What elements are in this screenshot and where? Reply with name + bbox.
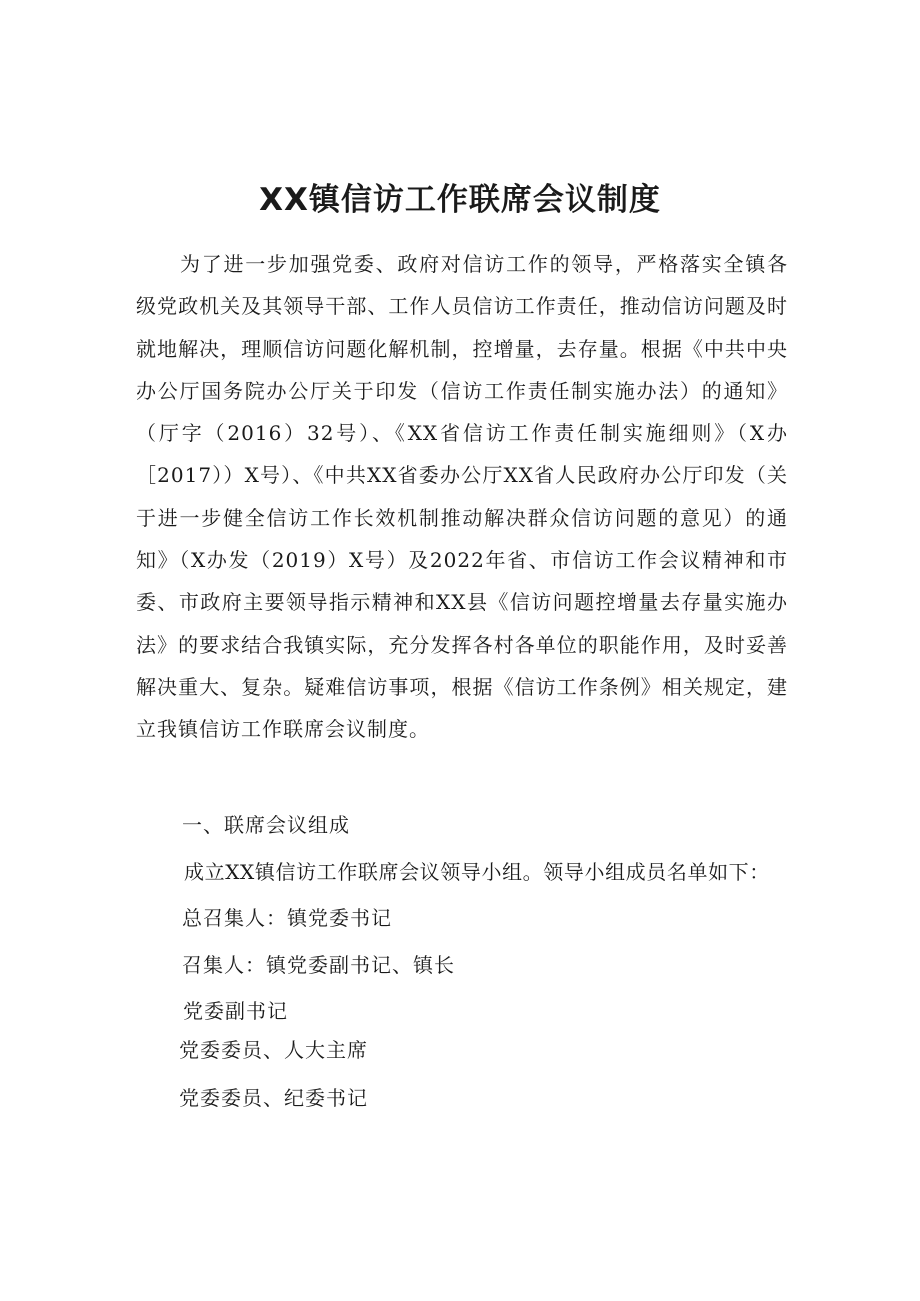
section-heading: 一、联席会议组成: [182, 813, 350, 837]
group-intro: 成立XX镇信访工作联席会议领导小组。领导小组成员名单如下：: [184, 860, 770, 884]
member-line: 党委委员、纪委书记: [179, 1086, 368, 1110]
intro-paragraph: 为了进一步加强党委、政府对信访工作的领导，严格落实全镇各级党政机关及其领导干部、工作人员信访工作责任，推动信访问题及时就地解决，理顺信访问题化解机制，控增量，去存量。根据《中共中央办公厅国务院办公厅关于印发（信访工作责任制实施办法）的通知》（厅字（2016）32号）、《XX省信访工作责任制实施细则》（X办［2017））X号）、《中共XX省委办公厅XX省人民政府办公厅印发（关于进一步健全信访工作长效机制推动解决群众信访问题的意见）的通知》（X办发（2019）X号）及2022年省、市信访工作会议精神和市委、市政府主要领导指示精神和XX县《信访问题控增量去存量实施办法》的要求结合我镇实际，充分发挥各村各单位的职能作用，及时妥善解决重大、复杂。疑难信访事项，根据《信访工作条例》相关规定，建立我镇信访工作联席会议制度。: [136, 252, 788, 742]
document-title: XX镇信访工作联席会议制度: [259, 182, 661, 218]
member-line: 党委副书记: [183, 999, 288, 1023]
member-line: 召集人：镇党委副书记、镇长: [182, 953, 455, 977]
member-line: 党委委员、人大主席: [179, 1038, 368, 1062]
member-line: 总召集人：镇党委书记: [182, 906, 392, 930]
